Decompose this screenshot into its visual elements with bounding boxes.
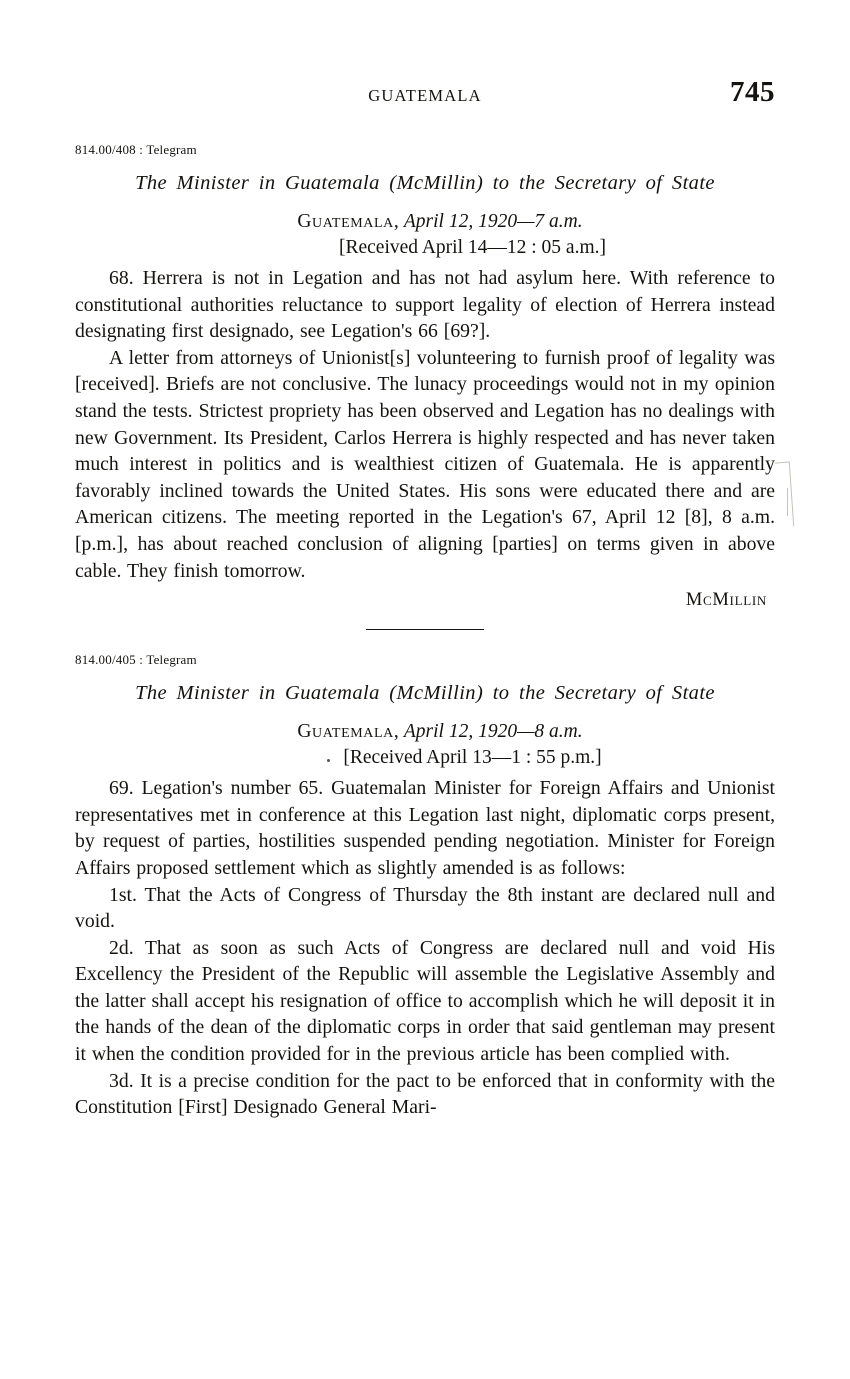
dateline-place: Guatemala, [297, 211, 400, 232]
section-divider [366, 629, 484, 630]
paragraph: 2d. That as soon as such Acts of Congress are declared null and void His Excellency the President of the Republic will assemble the Legislative Assembly and the latter shall accept his resignation of office to accomplish which he will deposit it in the hands of the dean of the diplomatic corps in order that said gentleman may present it when the condition provided for in the previous article has been complied with. [75, 936, 775, 1066]
paragraph: A letter from attorneys of Unionist[s] volunteering to furnish proof of legality was [received]. Briefs are not conclusive. The lunacy proceedings would not in my opinion stand the tests. Strictest propriety has been observed and Legation has no dealings with new Government. Its President, Carlos Herrera is highly respected and has never taken much interest in politics and is wealthiest citizen of Guatemala. He is apparently favorably inclined towards the United States. His sons were educated there and are American citizens. The meeting reported in the Legation's 67, April 12 [8], 8 a.m. [p.m.], has about reached conclusion of aligning [parties] on terms given in above cable. They finish tomorrow. [75, 346, 775, 582]
margin-pencil-mark-secondary [787, 488, 788, 516]
received-stamp: [Received April 13—1 : 55 p.m.] [343, 747, 602, 769]
document-title: The Minister in Guatemala (McMillin) to the Secretary of State [135, 172, 715, 194]
paragraph: 3d. It is a precise condition for the pact to be enforced that in conformity with the Constitution [First] Designado General Mari- [75, 1069, 775, 1119]
dateline-date: April 12, 1920—7 a.m. [403, 211, 583, 232]
dateline [75, 211, 775, 233]
document-title: The Minister in Guatemala (McMillin) to the Secretary of State [135, 682, 715, 705]
received-stamp: [Received April 14—12 : 05 a.m.] [339, 237, 606, 258]
document-entry [75, 142, 775, 611]
dateline-place: Guatemala, [297, 721, 400, 743]
running-head [75, 76, 775, 120]
dateline [75, 721, 775, 743]
paragraph: 69. Legation's number 65. Guatemalan Minister for Foreign Affairs and Unionist representatives met in conference at this Legation last night, diplomatic corps present, by request of parties, hostilities suspended pending negotiation. Minister for Foreign Affairs proposed settlement which as slightly amended is as follows: [75, 777, 775, 879]
paragraph: 1st. That the Acts of Congress of Thursday the 8th instant are declared null and void. [75, 883, 775, 933]
running-head-title: GUATEMALA [368, 86, 482, 105]
dateline-date: April 12, 1920—8 a.m. [403, 721, 583, 743]
document-entry [75, 652, 775, 1121]
signature: McMillin [685, 590, 767, 611]
margin-pencil-mark [775, 462, 794, 528]
file-code: 814.00/405 : Telegram [75, 652, 197, 668]
page-number: 745 [730, 76, 775, 108]
paragraph: 68. Herrera is not in Legation and has not had asylum here. With reference to constitutional authorities reluctance to support legality of election of Herrera instead designating first designado, see Legation's 66 [69?]. [75, 267, 775, 343]
page-content [75, 76, 775, 1121]
ink-speck [327, 759, 330, 762]
file-code: 814.00/408 : Telegram [75, 142, 197, 157]
